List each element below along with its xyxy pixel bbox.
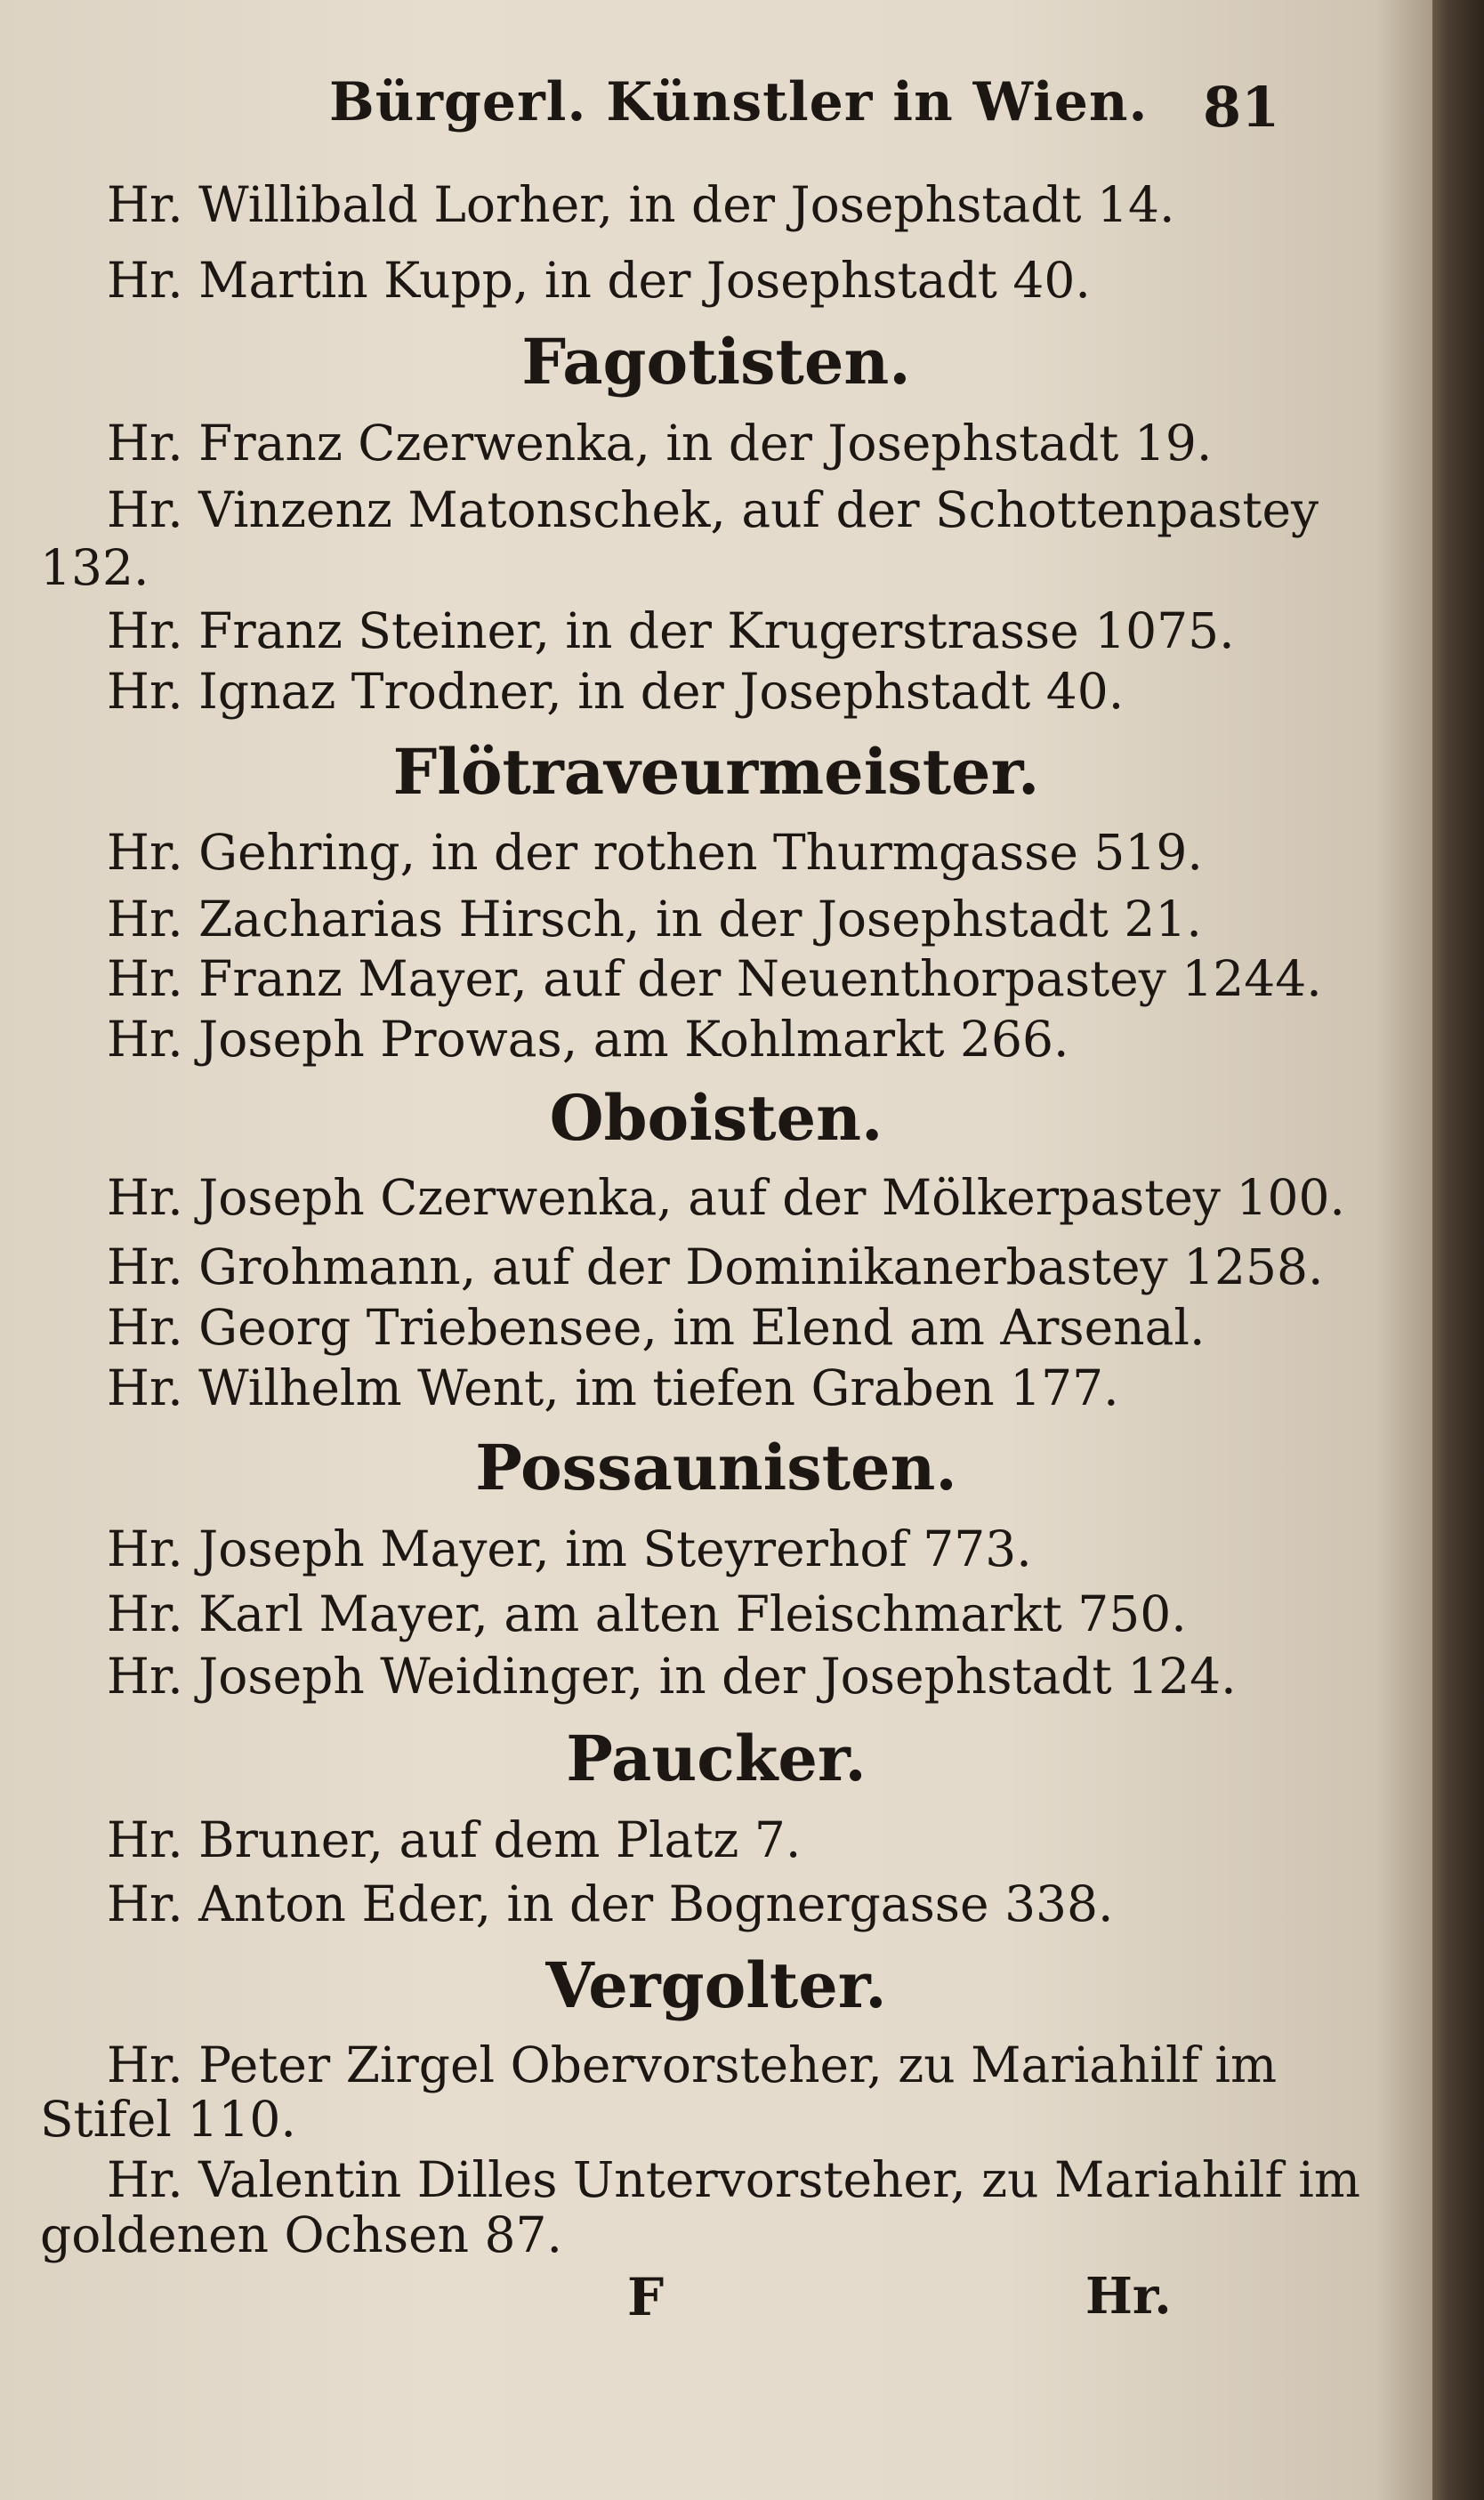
entry: Hr. Bruner, auf dem Platz 7. <box>107 1811 802 1868</box>
entry-continuation: 132. <box>40 539 149 596</box>
entry: Hr. Gehring, in der rothen Thurmgasse 519. <box>107 824 1203 881</box>
entry: Hr. Georg Triebensee, im Elend am Arsenal. <box>107 1299 1206 1356</box>
entry: Hr. Martin Kupp, in der Josephstadt 40. <box>107 252 1091 309</box>
entry: Hr. Joseph Czerwenka, auf der Mölkerpastey 100. <box>107 1169 1345 1226</box>
entry: Hr. Franz Czerwenka, in der Josephstadt 19. <box>107 415 1213 472</box>
entry: Hr. Karl Mayer, am alten Fleischmarkt 750. <box>107 1585 1187 1642</box>
section-title-possaunisten: Possaunisten. <box>475 1431 957 1504</box>
entry: Hr. Joseph Prowas, am Kohlmarkt 266. <box>107 1011 1069 1068</box>
entry: Hr. Grohmann, auf der Dominikanerbastey 1258. <box>107 1238 1324 1295</box>
entry: Hr. Joseph Mayer, im Steyrerhof 773. <box>107 1520 1032 1577</box>
entry: Hr. Valentin Dilles Untervorsteher, zu Mariahilf im <box>107 2151 1361 2208</box>
entry: Hr. Peter Zirgel Obervorsteher, zu Mariahilf im <box>107 2036 1278 2093</box>
entry: Hr. Franz Mayer, auf der Neuenthorpastey 1244. <box>107 950 1322 1007</box>
entry: Hr. Anton Eder, in der Bognergasse 338. <box>107 1875 1114 1932</box>
section-title-oboisten: Oboisten. <box>549 1081 883 1155</box>
section-title-paucker: Paucker. <box>566 1722 867 1795</box>
entry: Hr. Vinzenz Matonschek, auf der Schottenpastey <box>107 481 1319 538</box>
entry: Hr. Joseph Weidinger, in der Josephstadt 124. <box>107 1648 1237 1705</box>
entry: Hr. Willibald Lorher, in der Josephstadt 14. <box>107 176 1175 233</box>
section-title-vergolter: Vergolter. <box>545 1948 887 2022</box>
section-title-fagotisten: Fagotisten. <box>521 325 911 399</box>
signature-mark: F <box>627 2267 665 2327</box>
entry: Hr. Zacharias Hirsch, in der Josephstadt 21. <box>107 891 1202 948</box>
section-title-floetraveurmeister: Flötraveurmeister. <box>392 735 1040 809</box>
entry: Hr. Franz Steiner, in der Krugerstrasse 1075. <box>107 602 1235 659</box>
running-title: Bürgerl. Künstler in Wien. <box>329 71 1149 133</box>
entry: Hr. Wilhelm Went, im tiefen Graben 177. <box>107 1359 1119 1416</box>
page-number: 81 <box>1203 75 1280 140</box>
book-spine-edge <box>1432 0 1484 2500</box>
entry-continuation: Stifel 110. <box>40 2091 296 2148</box>
page-header <box>0 62 1432 151</box>
catchword: Hr. <box>1085 2267 1172 2326</box>
entry-continuation: goldenen Ochsen 87. <box>40 2206 563 2263</box>
entry: Hr. Ignaz Trodner, in der Josephstadt 40. <box>107 663 1125 720</box>
